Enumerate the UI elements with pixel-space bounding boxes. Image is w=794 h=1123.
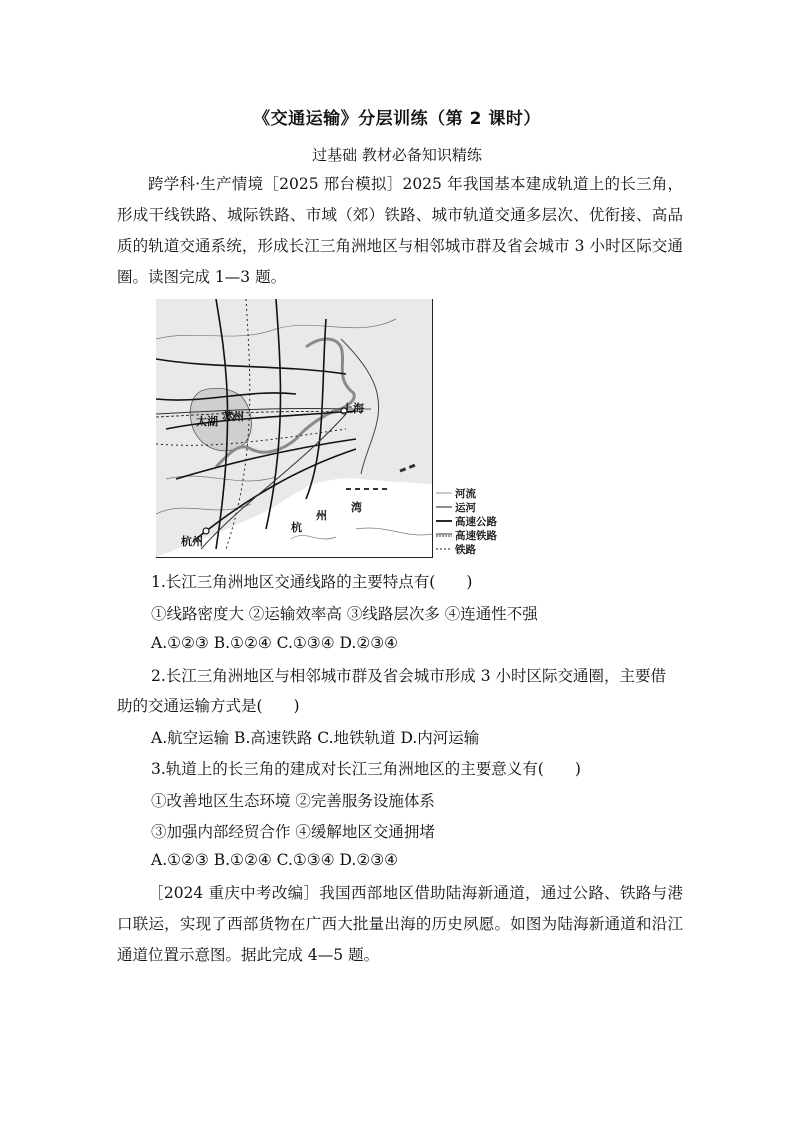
label-taihu: 太湖 — [196, 415, 218, 428]
question-3-choices: A.①②③ B.①②④ C.①③④ D.②③④ — [151, 851, 399, 869]
hangzhou-marker — [203, 528, 209, 534]
intro-paragraph-1: 跨学科·生产情境［2025 邢台模拟］2025 年我国基本建成轨道上的长三角，形成干线铁路、城际铁路、市域（郊）铁路、城市轨道交通多层次、优衔接、高品质的轨道交通系统，形成长江三角洲地区与相邻城市群及省会城市 3 小时区际交通圈。读图完成 1—3 题。 — [117, 175, 683, 286]
page-title: 《交通运输》分层训练（第 2 课时） — [253, 109, 541, 129]
label-shanghai: 上海 — [342, 402, 364, 415]
intro-paragraph-2: ［2024 重庆中考改编］我国西部地区借助陆海新通道，通过公路、铁路与港口联运，实现了西部货物在广西大批量出海的历史夙愿。如图为陆海新通道和沿江通道位置示意图。据此完成 4—5 题。 — [117, 884, 683, 964]
question-2-stem-line-2: 助的交通运输方式是( ) — [117, 697, 300, 715]
legend-expressway: 高速公路 — [455, 516, 497, 528]
label-suzhou: 苏州 — [222, 410, 244, 423]
map-legend — [436, 487, 497, 556]
question-1-options: ①线路密度大 ②运输效率高 ③线路层次多 ④连通性不强 — [151, 605, 538, 623]
question-3-options-b: ③加强内部经贸合作 ④缓解地区交通拥堵 — [151, 823, 435, 841]
question-2-stem-line-1: 2.长江三角洲地区与相邻城市群及省会城市形成 3 小时区际交通圈，主要借 — [151, 667, 667, 685]
question-3-options-a: ①改善地区生态环境 ②完善服务设施体系 — [151, 792, 435, 810]
question-3-stem: 3.轨道上的长三角的建成对长江三角洲地区的主要意义有( ) — [151, 760, 581, 778]
legend-river: 河流 — [455, 488, 476, 500]
yangtze-delta-transport-map — [156, 299, 506, 561]
label-bay-2: 州 — [316, 509, 327, 522]
label-bay-3: 湾 — [351, 501, 362, 514]
legend-railway: 铁路 — [455, 544, 476, 556]
label-bay-1: 杭 — [291, 521, 302, 534]
legend-high-speed-rail: 高速铁路 — [455, 530, 497, 542]
legend-canal: 运河 — [455, 502, 476, 514]
question-1-choices: A.①②③ B.①②④ C.①③④ D.②③④ — [151, 634, 399, 652]
question-2-choices: A.航空运输 B.高速铁路 C.地铁轨道 D.内河运输 — [151, 729, 480, 747]
label-hangzhou: 杭州 — [181, 535, 203, 548]
section-subtitle: 过基础 教材必备知识精练 — [312, 146, 482, 164]
question-1-stem: 1.长江三角洲地区交通线路的主要特点有( ) — [151, 573, 473, 591]
